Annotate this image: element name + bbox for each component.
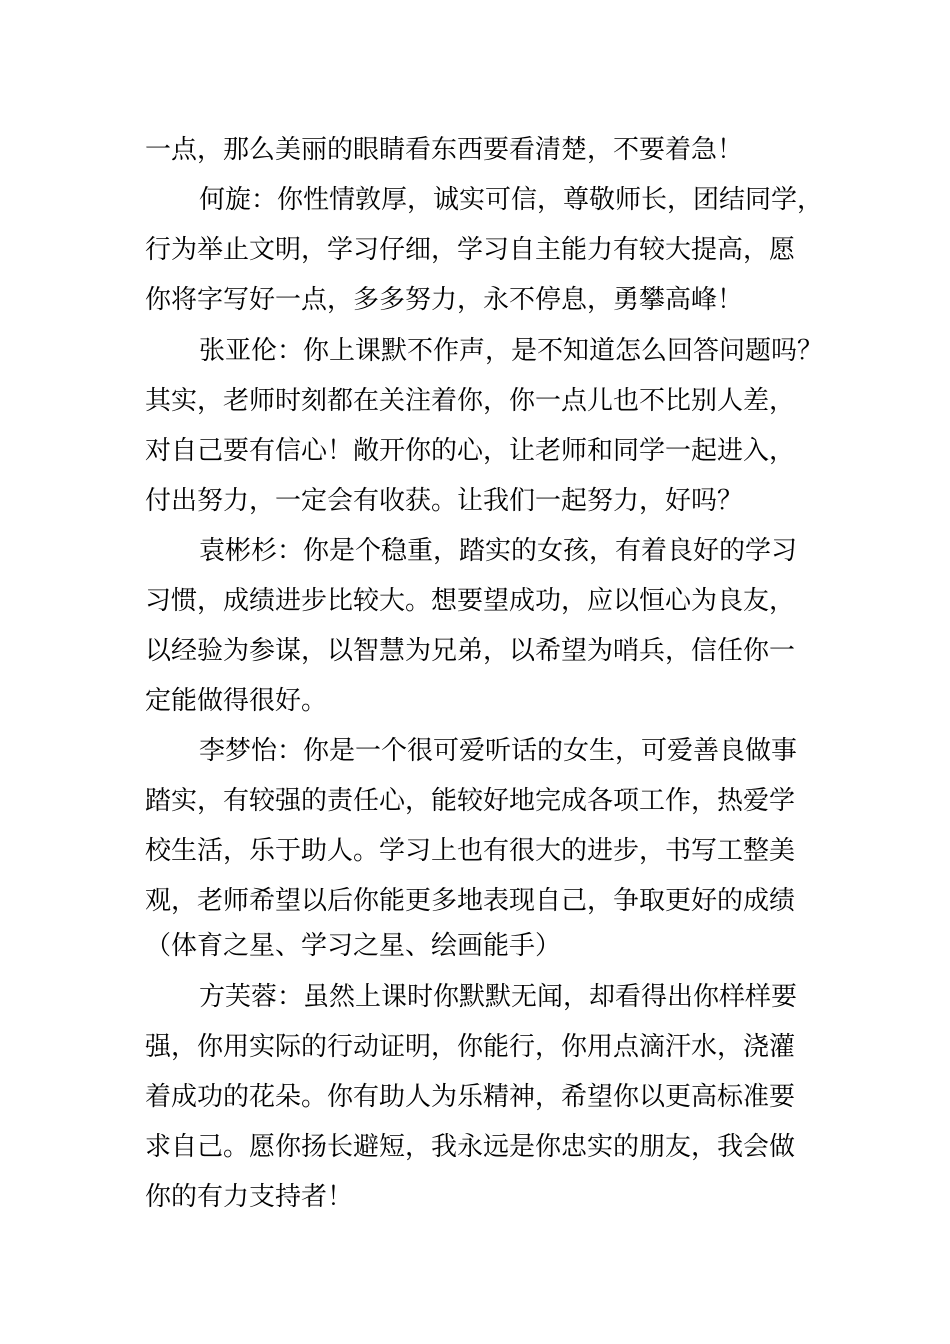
text-line: 着成功的花朵。你有助人为乐精神，希望你以更高标准要 <box>145 1082 796 1112</box>
text-line: 强，你用实际的行动证明，你能行，你用点滴汗水，浇灌 <box>145 1032 796 1062</box>
text-line: 付出努力，一定会有收获。让我们一起努力，好吗？ <box>145 486 744 516</box>
text-line: 对自己要有信心！敞开你的心，让老师和同学一起进入， <box>145 436 796 466</box>
text-line: （体育之星、学习之星、绘画能手） <box>145 931 562 961</box>
text-line: 踏实，有较强的责任心，能较好地完成各项工作，热爱学 <box>145 786 796 816</box>
text-line: 其实，老师时刻都在关注着你，你一点儿也不比别人差， <box>145 386 796 416</box>
text-line: 求自己。愿你扬长避短，我永远是你忠实的朋友，我会做 <box>145 1132 796 1162</box>
text-line: 一点，那么美丽的眼睛看东西要看清楚，不要着急！ <box>145 135 744 165</box>
text-line: 行为举止文明，学习仔细，学习自主能力有较大提高，愿 <box>145 235 796 265</box>
paragraph-fang-furong: 方芙蓉：虽然上课时你默默无闻，却看得出你样样要 <box>199 982 798 1012</box>
text-line: 你的有力支持者！ <box>145 1182 354 1212</box>
text-line: 观，老师希望以后你能更多地表现自己，争取更好的成绩 <box>145 886 796 916</box>
text-line: 你将字写好一点，多多努力，永不停息，勇攀高峰！ <box>145 285 744 315</box>
paragraph-li-mengyi: 李梦怡：你是一个很可爱听话的女生，可爱善良做事 <box>199 736 798 766</box>
text-line: 定能做得很好。 <box>145 686 328 716</box>
paragraph-zhang-yalun: 张亚伦：你上课默不作声，是不知道怎么回答问题吗？ <box>199 336 824 366</box>
paragraph-yuan-binshan: 袁彬杉：你是个稳重，踏实的女孩，有着良好的学习 <box>199 536 798 566</box>
paragraph-he-xuan: 何旋：你性情敦厚，诚实可信，尊敬师长，团结同学， <box>199 185 824 215</box>
text-line: 以经验为参谋，以智慧为兄弟，以希望为哨兵，信任你一 <box>145 636 796 666</box>
text-line: 习惯，成绩进步比较大。想要望成功，应以恒心为良友， <box>145 586 796 616</box>
text-line: 校生活，乐于助人。学习上也有很大的进步，书写工整美 <box>145 836 796 866</box>
